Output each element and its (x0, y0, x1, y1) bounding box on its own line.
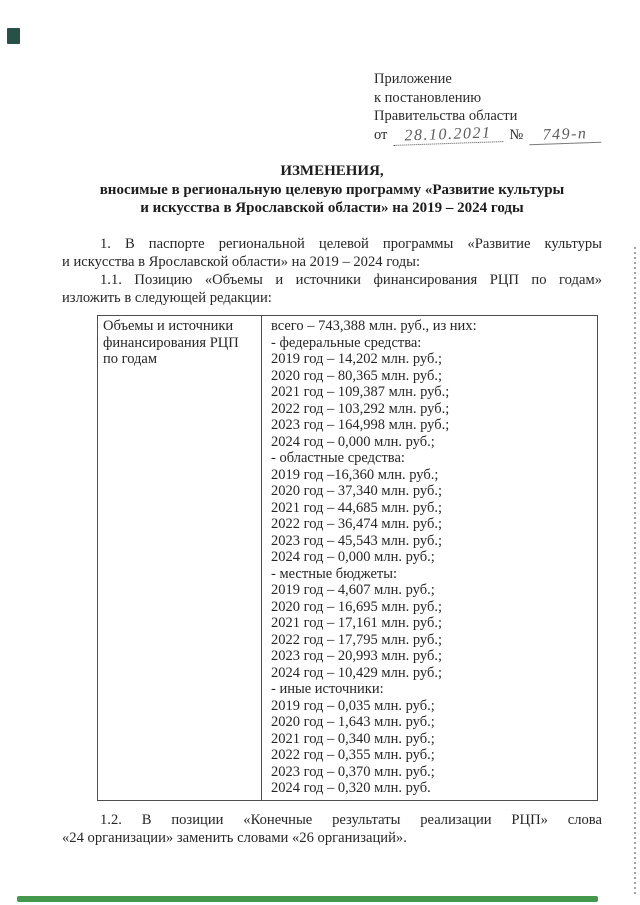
table-cell-line: 2019 год – 14,202 млн. руб.; (271, 351, 442, 367)
paragraph-1-1-line: изложить в следующей редакции: (62, 290, 272, 306)
table-cell-line: 2021 год – 109,387 млн. руб.; (271, 384, 450, 400)
table-cell-line: 2021 год – 0,340 млн. руб.; (271, 730, 435, 747)
table-cell-line: финансирования РЦП (103, 334, 239, 351)
table-cell-line: 2021 год – 44,685 млн. руб.; (271, 499, 442, 516)
scan-bottom-streak (17, 896, 598, 902)
table-cell-line: всего – 743,388 млн. руб., из них: (271, 318, 477, 334)
table-cell-line: 2022 год – 0,355 млн. руб.; (271, 747, 435, 763)
scan-corner-mark (7, 28, 20, 44)
title-line-2: вносимые в региональную целевую программу «Развитие культуры (99, 181, 565, 198)
table-cell-line: 2023 год – 0,370 млн. руб.; (271, 763, 435, 780)
table-cell-line: 2020 год – 16,695 млн. руб.; (271, 598, 442, 615)
table-cell-line: 2024 год – 0,320 млн. руб. (271, 780, 431, 796)
paragraph-1-1-line: 1.1. Позицию «Объемы и источники финансирования РЦП по годам» (100, 272, 602, 288)
table-cell-line: - областные средства: (271, 450, 405, 466)
approval-header (374, 70, 624, 144)
table-cell-line: 2019 год – 0,035 млн. руб.; (271, 697, 435, 714)
handwritten-number: 749-п (529, 125, 602, 146)
paragraph-1-line: и искусства в Ярославской области» на 2019 – 2024 годы: (62, 254, 421, 270)
header-line-k-postanovleniyu: к постановлению (374, 89, 482, 106)
table-cell-line: по годам (103, 351, 158, 367)
date-prefix: от (374, 126, 388, 143)
table-cell-line: 2024 год – 0,000 млн. руб.; (271, 433, 435, 450)
scan-edge-dashed-artifact (634, 247, 636, 897)
paragraph-1-2-line: 1.2. В позиции «Конечные результаты реализации РЦП» слова (100, 812, 602, 828)
paragraph-1-2-line: «24 организации» заменить словами «26 организаций». (62, 830, 407, 846)
financing-table (97, 315, 598, 801)
header-line-prilozhenie: Приложение (374, 71, 452, 87)
financing-table-values-cell (262, 316, 597, 800)
title-line-1: ИЗМЕНЕНИЯ, (280, 163, 384, 179)
table-cell-line: - местные бюджеты: (271, 565, 397, 582)
financing-table-header-cell (98, 316, 262, 800)
table-cell-line: - иные источники: (271, 681, 384, 697)
table-cell-line: 2022 год – 36,474 млн. руб.; (271, 516, 442, 532)
table-cell-line: 2020 год – 37,340 млн. руб.; (271, 483, 442, 499)
table-cell-line: 2020 год – 1,643 млн. руб.; (271, 714, 435, 730)
table-cell-line: - федеральные средства: (271, 334, 422, 351)
paragraph-1 (62, 235, 602, 307)
table-cell-line: 2023 год – 20,993 млн. руб.; (271, 648, 442, 664)
table-cell-line: 2022 год – 17,795 млн. руб.; (271, 631, 442, 648)
header-line-pravitelstva: Правительства области (374, 108, 518, 124)
table-cell-line: 2019 год –16,360 млн. руб.; (271, 466, 439, 483)
table-cell-line: 2019 год – 4,607 млн. руб.; (271, 582, 435, 598)
header-date-line (374, 126, 624, 145)
table-cell-line: 2020 год – 80,365 млн. руб.; (271, 367, 442, 384)
table-cell-line: 2024 год – 0,000 млн. руб.; (271, 549, 435, 565)
table-cell-line: 2023 год – 164,998 млн. руб.; (271, 417, 450, 433)
document-title (62, 162, 602, 218)
paragraph-1-2 (62, 811, 602, 847)
table-cell-line: 2021 год – 17,161 млн. руб.; (271, 615, 442, 631)
table-cell-line: 2023 год – 45,543 млн. руб.; (271, 532, 442, 549)
number-sign: № (509, 126, 524, 143)
table-cell-line: Объемы и источники (103, 318, 234, 334)
title-line-3: и искусства в Ярославской области» на 2019 – 2024 годы (140, 200, 524, 216)
handwritten-date: 28.10.2021 (393, 124, 504, 146)
table-cell-line: 2022 год – 103,292 млн. руб.; (271, 400, 450, 417)
paragraph-1-line: 1. В паспорте региональной целевой программы «Развитие культуры (100, 236, 602, 252)
table-cell-line: 2024 год – 10,429 млн. руб.; (271, 664, 442, 681)
